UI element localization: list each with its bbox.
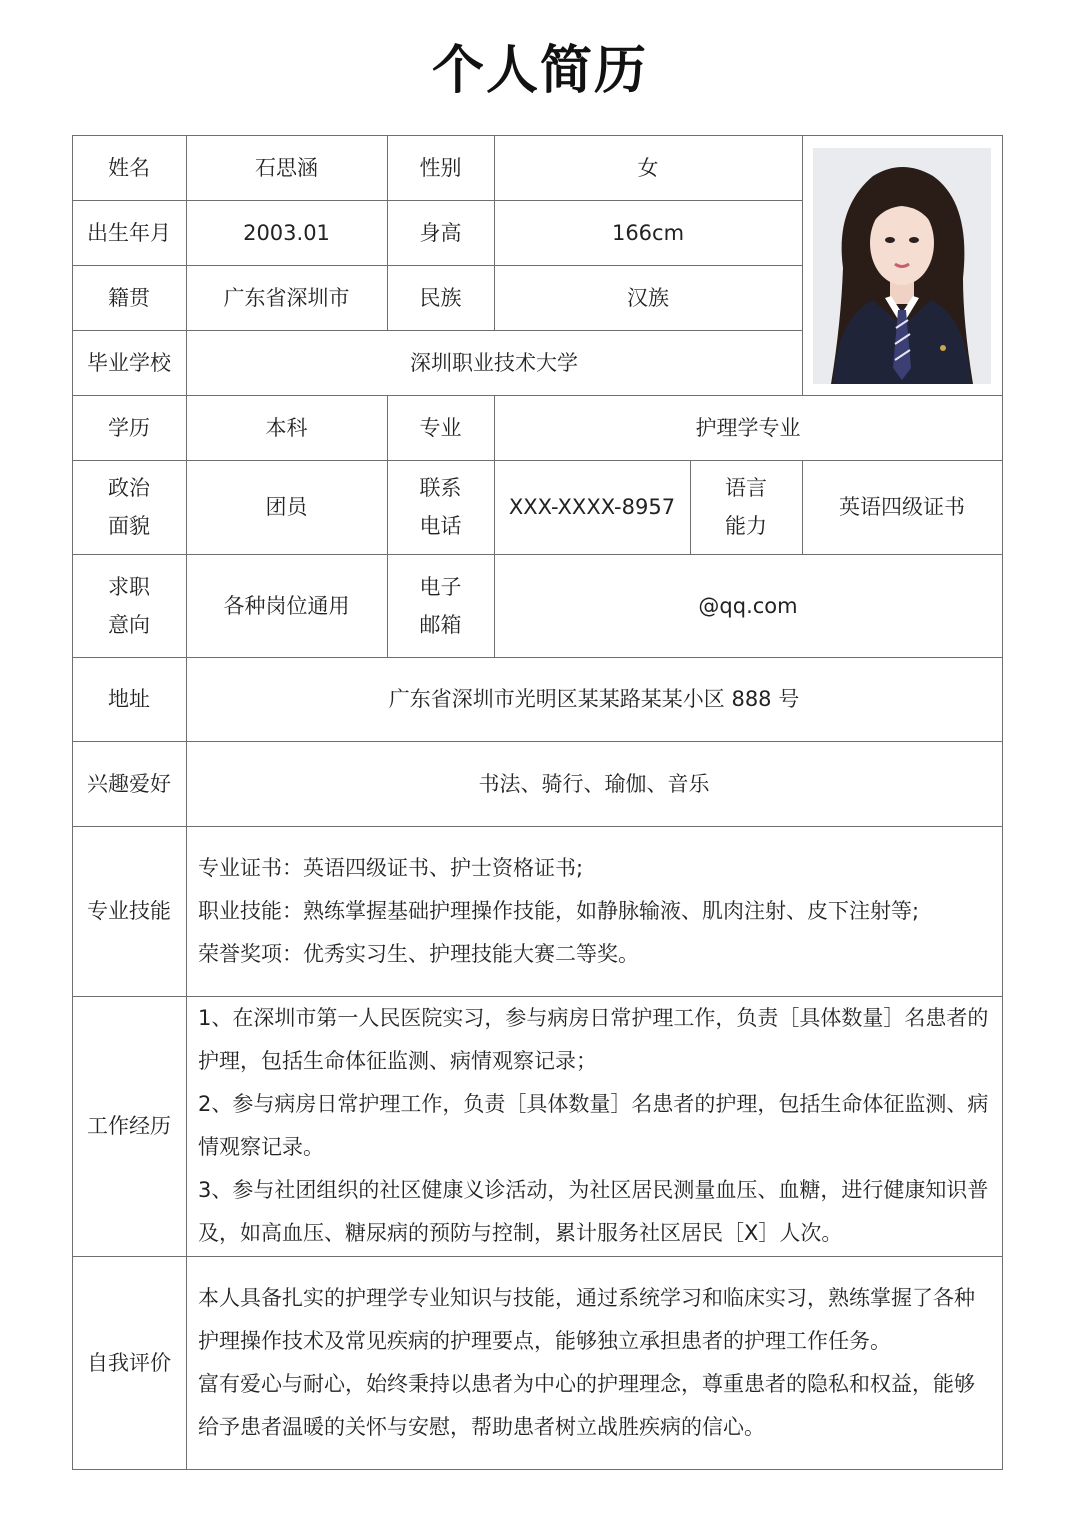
phone-label — [387, 460, 494, 554]
intent-label — [72, 554, 186, 657]
ethnicity-label: 民族 — [419, 285, 462, 310]
table-border-right — [1002, 135, 1003, 1470]
skills-content — [186, 826, 1002, 996]
gender-value: 女 — [637, 155, 659, 180]
page-title: 个人简历 — [431, 41, 648, 101]
major-label: 专业 — [419, 415, 462, 440]
self-eval-label: 自我评价 — [87, 1350, 171, 1375]
birth-value: 2003.01 — [243, 220, 330, 245]
hobbies-value: 书法、骑行、瑜伽、音乐 — [478, 771, 710, 796]
experience-item: 2、参与病房日常护理工作，负责［具体数量］名患者的护理，包括生命体征监测、病情观察记录。 — [198, 1092, 989, 1159]
language-label-line1: 语言 — [725, 476, 767, 500]
school-value: 深圳职业技术大学 — [410, 350, 578, 375]
origin-label: 籍贯 — [108, 285, 150, 310]
political-label-line2: 面貌 — [108, 514, 150, 538]
school-label: 毕业学校 — [87, 350, 171, 375]
table-border-bottom — [72, 1469, 1003, 1470]
hobbies-label: 兴趣爱好 — [87, 771, 171, 796]
language-label-line2: 能力 — [725, 514, 767, 538]
phone-value: XXX-XXXX-8957 — [508, 495, 676, 519]
ethnicity-value: 汉族 — [627, 285, 669, 310]
experience-item: 3、参与社团组织的社区健康义诊活动，为社区居民测量血压、血糖，进行健康知识普及，如高血压、糖尿病的预防与控制，累计服务社区居民［X］人次。 — [198, 1178, 989, 1245]
self-eval-paragraph: 本人具备扎实的护理学专业知识与技能，通过系统学习和临床实习，熟练掌握了各种护理操作技术及常见疾病的护理要点，能够独立承担患者的护理工作任务。 — [198, 1285, 975, 1353]
intent-label-line1: 求职 — [108, 574, 150, 599]
language-label — [690, 460, 802, 554]
origin-value: 广东省深圳市 — [223, 285, 350, 310]
address-label: 地址 — [108, 687, 150, 711]
phone-label-line2: 电话 — [419, 514, 462, 538]
column-divider — [802, 135, 803, 395]
skills-line: 专业证书：英语四级证书、护士资格证书; — [198, 855, 584, 880]
email-value: @qq.com — [698, 593, 798, 618]
intent-value: 各种岗位通用 — [223, 593, 350, 618]
email-label — [387, 554, 494, 657]
height-label: 身高 — [419, 220, 462, 245]
portrait-image — [813, 148, 991, 384]
political-label-line1: 政治 — [108, 476, 150, 500]
address-value: 广东省深圳市光明区某某路某某小区 888 号 — [388, 687, 800, 711]
name-value: 石思涵 — [255, 155, 318, 180]
political-label — [72, 460, 186, 554]
skills-label: 专业技能 — [87, 899, 171, 923]
email-label-line2: 邮箱 — [419, 612, 462, 637]
self-eval-paragraph: 富有爱心与耐心，始终秉持以患者为中心的护理理念，尊重患者的隐私和权益，能够给予患者温暖的关怀与安慰，帮助患者树立战胜疾病的信心。 — [198, 1371, 975, 1439]
education-label: 学历 — [108, 415, 150, 440]
intent-label-line2: 意向 — [108, 612, 150, 637]
skills-line: 职业技能：熟练掌握基础护理操作技能，如静脉输液、肌肉注射、皮下注射等; — [198, 898, 920, 923]
major-value: 护理学专业 — [695, 415, 801, 440]
height-value: 166cm — [611, 220, 685, 245]
experience-label: 工作经历 — [87, 1114, 171, 1138]
education-value: 本科 — [265, 415, 308, 440]
experience-item: 1、在深圳市第一人民医院实习，参与病房日常护理工作，负责［具体数量］名患者的护理，包括生命体征监测、病情观察记录； — [198, 1006, 989, 1073]
phone-label-line1: 联系 — [419, 476, 462, 500]
profile-photo — [813, 148, 991, 384]
experience-content — [186, 996, 1002, 1256]
political-value: 团员 — [265, 495, 308, 519]
gender-label: 性别 — [419, 155, 462, 180]
skills-line: 荣誉奖项：优秀实习生、护理技能大赛二等奖。 — [198, 941, 639, 966]
email-label-line1: 电子 — [419, 574, 462, 599]
language-value: 英语四级证书 — [839, 495, 965, 519]
name-label: 姓名 — [108, 155, 150, 180]
self-eval-content — [186, 1256, 1002, 1469]
birth-label: 出生年月 — [87, 220, 171, 245]
